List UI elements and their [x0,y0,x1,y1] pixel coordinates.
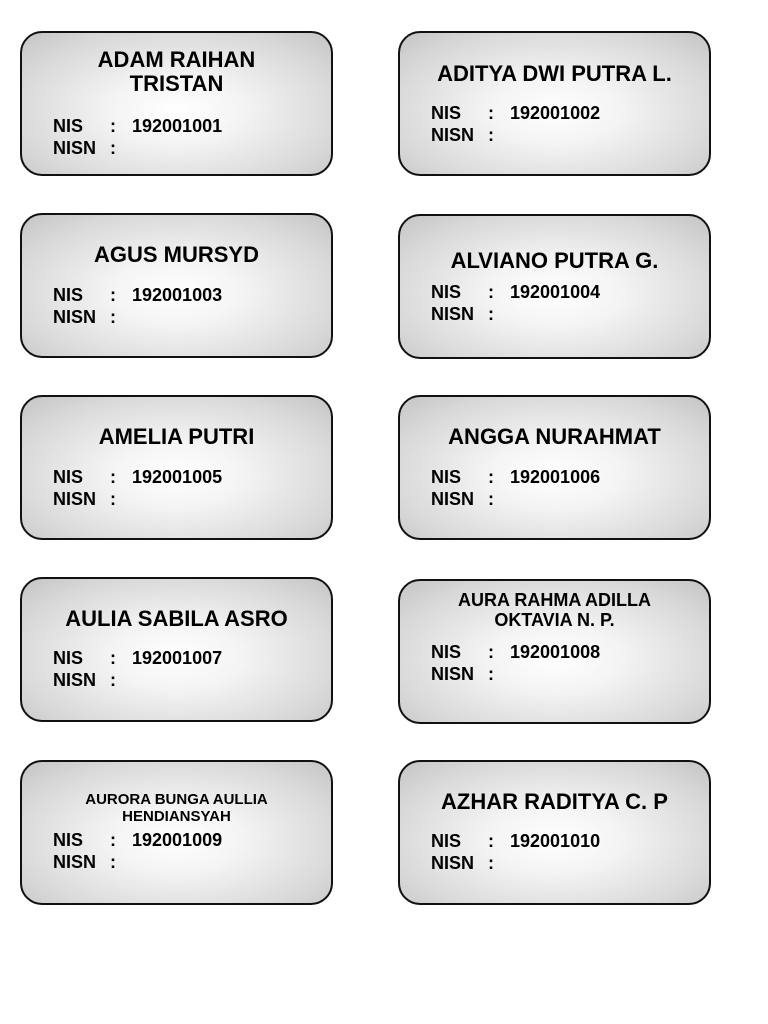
student-name: AULIA SABILA ASRO [65,606,288,631]
nis-label: NIS [53,467,84,487]
nis-colon: : [110,648,116,668]
nisn-colon: : [488,125,494,145]
nisn-colon: : [488,664,494,684]
student-name: AZHAR RADITYA C. P [441,789,668,814]
student-name: ADAM RAIHAN TRISTAN [97,47,256,97]
nis-value: 192001005 [132,467,223,487]
nis-colon: : [110,285,116,305]
nisn-label: NISN [431,664,475,684]
student-name: ANGGA NURAHMAT [448,424,661,449]
name-label-card-7 [20,577,333,722]
nisn-label: NISN [53,138,97,158]
nisn-label: NISN [431,304,475,324]
nisn-colon: : [110,670,116,690]
id-fields [53,115,222,159]
id-fields [431,281,600,325]
nis-label: NIS [431,282,462,302]
nis-value: 192001001 [132,116,223,136]
nis-value: 192001003 [132,285,223,305]
nis-value: 192001007 [132,648,223,668]
nis-label: NIS [53,648,84,668]
nisn-label: NISN [431,489,475,509]
name-label-card-10 [398,760,711,905]
nisn-label: NISN [53,307,97,327]
nis-label: NIS [53,116,84,136]
nis-label: NIS [431,103,462,123]
nis-colon: : [110,830,116,850]
student-name: AMELIA PUTRI [98,424,255,449]
nis-colon: : [110,467,116,487]
student-name: ALVIANO PUTRA G. [450,248,659,273]
id-fields [431,466,600,510]
name-label-card-5 [20,395,333,540]
nisn-colon: : [488,304,494,324]
nis-colon: : [110,116,116,136]
student-name: AURA RAHMA ADILLA OKTAVIA N. P. [458,590,651,630]
name-label-card-6 [398,395,711,540]
nis-colon: : [488,831,494,851]
id-fields [53,466,222,510]
nis-label: NIS [431,467,462,487]
id-fields [431,830,600,874]
nis-value: 192001002 [510,103,601,123]
name-label-card-8 [398,579,711,724]
name-label-card-1 [20,31,333,176]
nisn-label: NISN [53,670,97,690]
nis-value: 192001006 [510,467,601,487]
id-fields [53,647,222,691]
nis-colon: : [488,282,494,302]
nisn-label: NISN [431,125,475,145]
nis-value: 192001008 [510,642,601,662]
student-name: ADITYA DWI PUTRA L. [437,61,672,86]
nis-value: 192001010 [510,831,601,851]
nis-colon: : [488,467,494,487]
student-name: AGUS MURSYD [93,242,259,267]
nisn-label: NISN [53,489,97,509]
name-label-card-2 [398,31,711,176]
nis-colon: : [488,103,494,123]
nisn-colon: : [488,853,494,873]
nis-label: NIS [53,285,84,305]
nisn-label: NISN [431,853,475,873]
nis-value: 192001004 [510,282,601,302]
nisn-label: NISN [53,852,97,872]
id-fields [431,102,600,146]
nisn-colon: : [110,138,116,158]
nisn-colon: : [110,852,116,872]
id-fields [431,641,600,685]
name-label-card-3 [20,213,333,358]
name-label-card-9 [20,760,333,905]
nis-label: NIS [431,831,462,851]
id-fields [53,284,222,328]
nis-label: NIS [431,642,462,662]
name-label-card-4 [398,214,711,359]
student-name: AURORA BUNGA AULLIA HENDIANSYAH [85,791,268,825]
id-fields [53,829,222,873]
nisn-colon: : [110,489,116,509]
nis-value: 192001009 [132,830,223,850]
nis-label: NIS [53,830,84,850]
nisn-colon: : [488,489,494,509]
nisn-colon: : [110,307,116,327]
nis-colon: : [488,642,494,662]
